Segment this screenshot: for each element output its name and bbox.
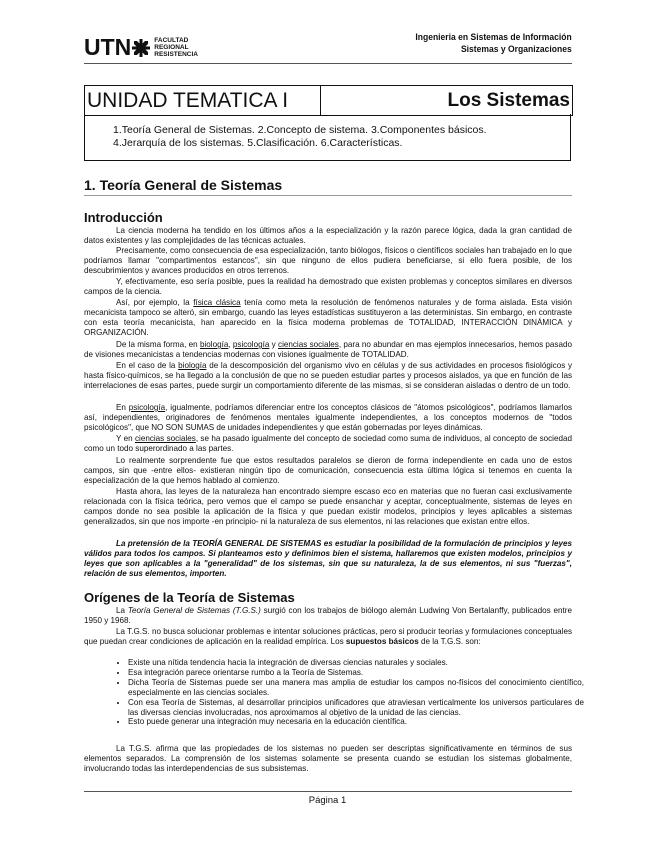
unit-title-box [84, 85, 573, 116]
intro-heading: Introducción [84, 210, 163, 225]
list-item: • Esto puede generar una integración muy necesaria en la educación científica. [128, 717, 584, 727]
paragraph: Y en ciencias sociales, se ha pasado igualmente del concepto de sociedad como suma de individuos, al concepto de sociedad como un todo superordinado a las partes. [84, 434, 572, 453]
paragraph: La T.G.S. no busca solucionar problemas e intentar soluciones prácticas, pero si producir teorías y formulaciones conceptuales que puedan crear condiciones de aplicación en la realidad empírica. Los supuestos básicos de la T.G.S. son: [84, 627, 572, 646]
paragraph: La Teoría General de Sistemas (T.G.S.) surgió con los trabajos de biólogo alemán Ludwing Von Bertalanffy, publicados entre 1950 y 1968. [84, 606, 572, 625]
contents-line: 1.Teoría General de Sistemas. 2.Concepto de sistema. 3.Componentes básicos. [113, 124, 487, 136]
link-fisica-clasica[interactable]: física clásica [193, 298, 241, 307]
contents-line: 4.Jerarquía de los sistemas. 5.Clasificación. 6.Características. [113, 137, 403, 149]
bullet-list [116, 658, 584, 727]
list-item: • Dicha Teoría de Sistemas puede ser una manera mas amplia de estudiar los campos no-físicos del conocimiento científico, especialmente en las ciencias sociales. [128, 678, 584, 698]
unit-topic: Los Sistemas [447, 90, 570, 111]
logo-sub-line: REGIONAL [154, 44, 189, 51]
key-statement: La pretensión de la TEORÍA GENERAL DE SISTEMAS es estudiar la posibilidad de la formulación de principios y leyes válidos para todos los campos. Si planteamos esto y definimos bien el sistema, hallaremos que existen modelos, principios y leyes que son aplicables a la "generalidad" de los sistemas, sin que su naturaleza, la de sus elementos, ni sus "fuerzas", relación de sus elementos, importen. [84, 539, 572, 578]
list-item: • Con esa Teoría de Sistemas, al desarrollar principios unificadores que atraviesan verticalmente los universos particulares de las diversas ciencias involucradas, nos aproximamos al objetivo de la unidad de las ciencias. [128, 698, 584, 718]
footer-divider [84, 791, 572, 792]
header-degree: Ingenieria en Sistemas de Información [415, 32, 572, 43]
paragraph: Y, efectivamente, eso sería posible, pues la realidad ha demostrado que existen problemas y conceptos similares en diversos campos de la ciencia. [84, 277, 572, 296]
page-header [84, 30, 572, 62]
paragraph: Hasta ahora, las leyes de la naturaleza han encontrado siempre escaso eco en materias que no fueran casi exclusivamente relacionada con la física teórica, pero vemos que el campo se puede ensanchar y aceptar, conceptualmente, sistemas de leyes en campos donde no sea posible la aplicación de la física y que puedan existir modelos, principios y leyes aplicables a sistemas generalizados, sin que nos importe -en principio- ni la naturaleza de sus elementos, ni las relaciones que existan entre ellos. [84, 487, 572, 526]
link-biologia[interactable]: biología [178, 361, 207, 370]
header-divider [84, 63, 572, 64]
link-psicologia[interactable]: psicología [232, 340, 270, 349]
paragraph: De la misma forma, en biología, psicología y ciencias sociales, para no abundar en mas ejemplos innecesarios, hemos pasado de visiones mecanicistas a tendencias modernas con visiones igualmente de TOTALIDAD. [84, 340, 572, 359]
paragraph: Así, por ejemplo, la física clásica tenía como meta la resolución de fenómenos naturales y de forma aislada. Esta visión mecanicista tampoco se alteró, sin embargo, cuando las leyes estadísticas sustituyeron a las deterministas. Sin embargo, en contraste con esta teoría mecanicista, han aparecido en la física moderna problemas de TOTALIDAD, INTERACCIÓN DINÁMICA y ORGANIZACIÓN. [84, 298, 572, 337]
header-subject: Sistemas y Organizaciones [461, 44, 572, 55]
paragraph: En el caso de la biología de la descomposición del organismo vivo en células y de sus actividades en procesos fisiológicos y hasta físico-químicos, se ha llegado a la conclusión de que no se pueden estudiar partes y procesos aislados, ya que en función de las interrelaciones de esas partes, puede surgir un comportamiento diferente de las mismas, si se consideran aisladas o dentro de un todo. [84, 361, 572, 390]
paragraph: Lo realmente sorprendente fue que estos resultados paralelos se dieron de forma independiente en cada uno de estos campos, sin que -entre ellos- existieran ningún tipo de comunicación, consecuencia esta última lógica si tenemos en cuenta la especialización de la que hemos hablado al comienzo. [84, 456, 572, 485]
section-heading: 1. Teoría General de Sistemas [84, 177, 572, 196]
paragraph: Precisamente, como consecuencia de esa especialización, tanto biólogos, físicos o científicos sociales han trabajado en lo que podríamos llamar "compartimentos estancos", sin que ninguno de ellos pudiera beneficiarse, si ello fuera posible, de los descubrimientos y avances producidos en otros terrenos. [84, 246, 572, 275]
page-number: Página 1 [308, 795, 347, 806]
link-ciencias-sociales[interactable]: ciencias sociales [278, 340, 339, 349]
paragraph: La ciencia moderna ha tendido en los últimos años a la especialización y la razón parece lógica, dada la gran cantidad de datos existentes y las complejidades de las técnicas actuales. [84, 226, 572, 245]
logo-mark [84, 34, 154, 61]
unit-title: UNIDAD TEMATICA I [85, 86, 321, 115]
utn-logo [84, 34, 198, 61]
origins-heading: Orígenes de la Teoría de Sistemas [84, 590, 295, 605]
logo-text: UTN [84, 34, 132, 60]
list-item: • Esa integración parece orientarse rumbo a la Teoría de Sistemas. [128, 668, 584, 678]
paragraph: En psicología, igualmente, podríamos diferenciar entre los conceptos clásicos de "átomos psicológicos", podríamos llamarlos así, independientes, originadores de fenómenos mentales igualmente independientes, a los conceptos modernos de "todos psicológicos", que NO SON SUMAS de unidades independientes y que están gobernadas por leyes dinámicas. [84, 403, 572, 432]
logo-sub-line: RESISTENCIA [154, 51, 198, 58]
link-ciencias-sociales[interactable]: ciencias sociales [134, 434, 196, 443]
link-biologia[interactable]: biología [199, 340, 229, 349]
logo-subtitle [154, 37, 198, 58]
header-course-info [416, 32, 572, 56]
utn-emblem-icon [132, 39, 150, 57]
paragraph: La T.G.S. afirma que las propiedades de los sistemas no pueden ser descriptas significativamente en términos de sus elementos separados. La comprensión de los sistemas solamente se presenta cuando se estudian los sistemas globalmente, involucrando todas las interdependencias de sus subsistemas. [84, 744, 572, 773]
logo-sub-line: FACULTAD [154, 37, 189, 44]
link-psicologia[interactable]: psicología [128, 403, 166, 412]
list-item: • Existe una nítida tendencia hacia la integración de diversas ciencias naturales y sociales. [128, 658, 584, 668]
unit-contents [84, 114, 571, 161]
